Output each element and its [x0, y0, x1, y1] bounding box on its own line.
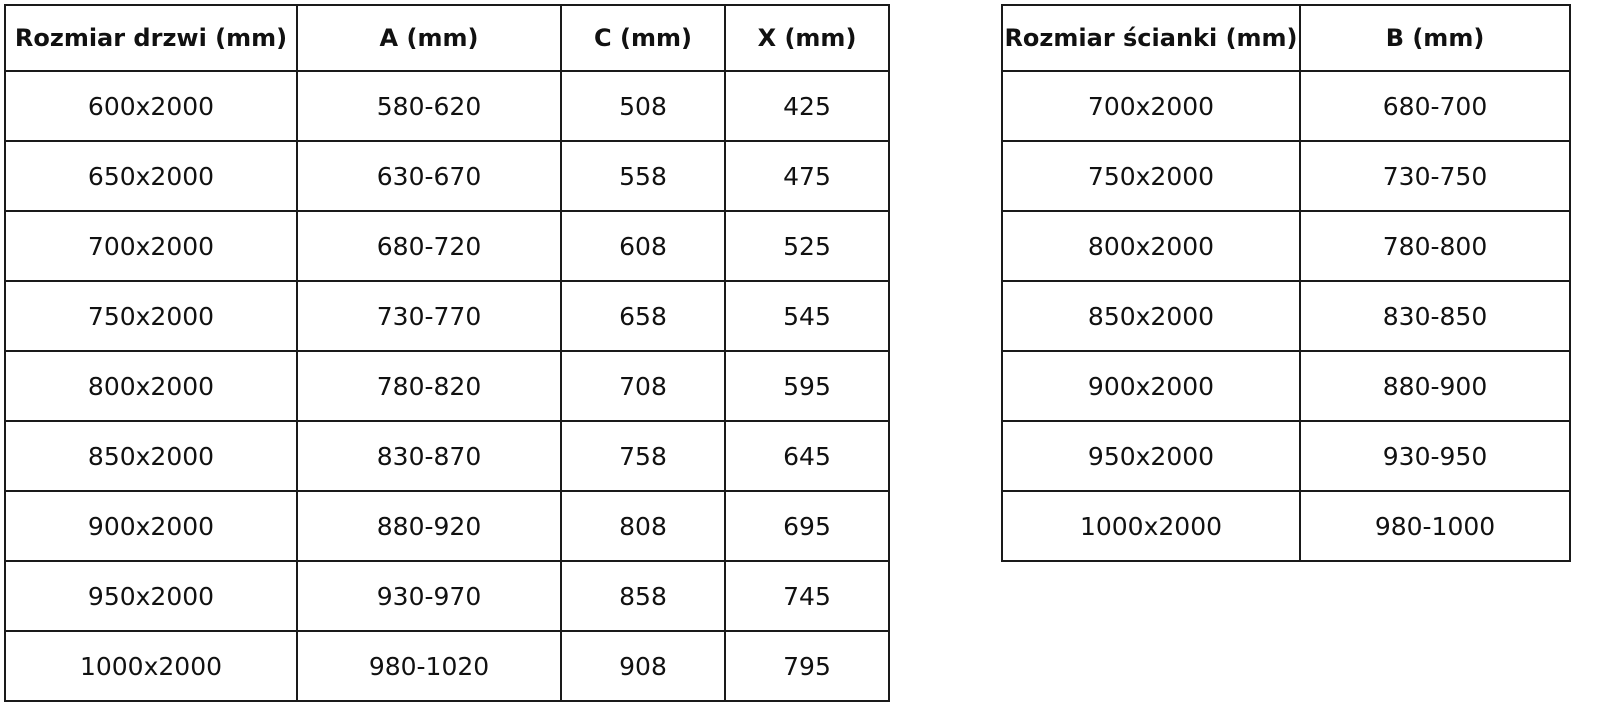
- cell-wall-size: 850x2000: [1002, 281, 1300, 351]
- table-row: [5, 211, 889, 281]
- cell-door-size: 700x2000: [5, 211, 297, 281]
- cell-c: 808: [561, 491, 725, 561]
- cell-c: 608: [561, 211, 725, 281]
- table-row: [1002, 141, 1570, 211]
- table-row: [1002, 421, 1570, 491]
- table-row: [1002, 211, 1570, 281]
- cell-c: 858: [561, 561, 725, 631]
- cell-x: 595: [725, 351, 889, 421]
- cell-door-size: 1000x2000: [5, 631, 297, 701]
- table-row: [1002, 281, 1570, 351]
- cell-wall-size: 1000x2000: [1002, 491, 1300, 561]
- cell-door-size: 850x2000: [5, 421, 297, 491]
- door-size-table-body: [5, 71, 889, 701]
- cell-a: 730-770: [297, 281, 561, 351]
- cell-c: 708: [561, 351, 725, 421]
- table-header-row: [1002, 5, 1570, 71]
- cell-door-size: 750x2000: [5, 281, 297, 351]
- cell-b: 930-950: [1300, 421, 1570, 491]
- cell-x: 745: [725, 561, 889, 631]
- cell-a: 980-1020: [297, 631, 561, 701]
- cell-c: 508: [561, 71, 725, 141]
- cell-b: 880-900: [1300, 351, 1570, 421]
- table-row: [5, 561, 889, 631]
- table-row: [1002, 491, 1570, 561]
- column-header-b: B (mm): [1300, 5, 1570, 71]
- cell-door-size: 600x2000: [5, 71, 297, 141]
- table-header-row: [5, 5, 889, 71]
- cell-wall-size: 800x2000: [1002, 211, 1300, 281]
- cell-b: 980-1000: [1300, 491, 1570, 561]
- cell-a: 580-620: [297, 71, 561, 141]
- cell-wall-size: 700x2000: [1002, 71, 1300, 141]
- cell-a: 830-870: [297, 421, 561, 491]
- table-row: [5, 141, 889, 211]
- table-row: [5, 281, 889, 351]
- door-size-table: [4, 4, 890, 702]
- cell-door-size: 650x2000: [5, 141, 297, 211]
- table-row: [5, 71, 889, 141]
- cell-c: 658: [561, 281, 725, 351]
- cell-x: 645: [725, 421, 889, 491]
- table-row: [1002, 71, 1570, 141]
- table-row: [1002, 351, 1570, 421]
- column-header-wall-size: Rozmiar ścianki (mm): [1002, 5, 1300, 71]
- wall-size-table: [1001, 4, 1571, 562]
- table-row: [5, 491, 889, 561]
- wall-size-table-header: [1002, 5, 1570, 71]
- cell-x: 425: [725, 71, 889, 141]
- column-header-x: X (mm): [725, 5, 889, 71]
- cell-a: 880-920: [297, 491, 561, 561]
- cell-a: 630-670: [297, 141, 561, 211]
- cell-wall-size: 750x2000: [1002, 141, 1300, 211]
- cell-a: 680-720: [297, 211, 561, 281]
- cell-door-size: 900x2000: [5, 491, 297, 561]
- column-header-a: A (mm): [297, 5, 561, 71]
- cell-a: 930-970: [297, 561, 561, 631]
- cell-x: 695: [725, 491, 889, 561]
- table-row: [5, 351, 889, 421]
- cell-b: 680-700: [1300, 71, 1570, 141]
- wall-size-table-body: [1002, 71, 1570, 561]
- cell-a: 780-820: [297, 351, 561, 421]
- cell-wall-size: 900x2000: [1002, 351, 1300, 421]
- cell-door-size: 800x2000: [5, 351, 297, 421]
- cell-c: 758: [561, 421, 725, 491]
- table-row: [5, 421, 889, 491]
- cell-b: 830-850: [1300, 281, 1570, 351]
- cell-x: 795: [725, 631, 889, 701]
- cell-x: 525: [725, 211, 889, 281]
- cell-wall-size: 950x2000: [1002, 421, 1300, 491]
- column-header-c: C (mm): [561, 5, 725, 71]
- cell-x: 545: [725, 281, 889, 351]
- column-header-door-size: Rozmiar drzwi (mm): [5, 5, 297, 71]
- cell-x: 475: [725, 141, 889, 211]
- cell-b: 780-800: [1300, 211, 1570, 281]
- cell-c: 558: [561, 141, 725, 211]
- cell-door-size: 950x2000: [5, 561, 297, 631]
- door-size-table-header: [5, 5, 889, 71]
- table-row: [5, 631, 889, 701]
- cell-c: 908: [561, 631, 725, 701]
- cell-b: 730-750: [1300, 141, 1570, 211]
